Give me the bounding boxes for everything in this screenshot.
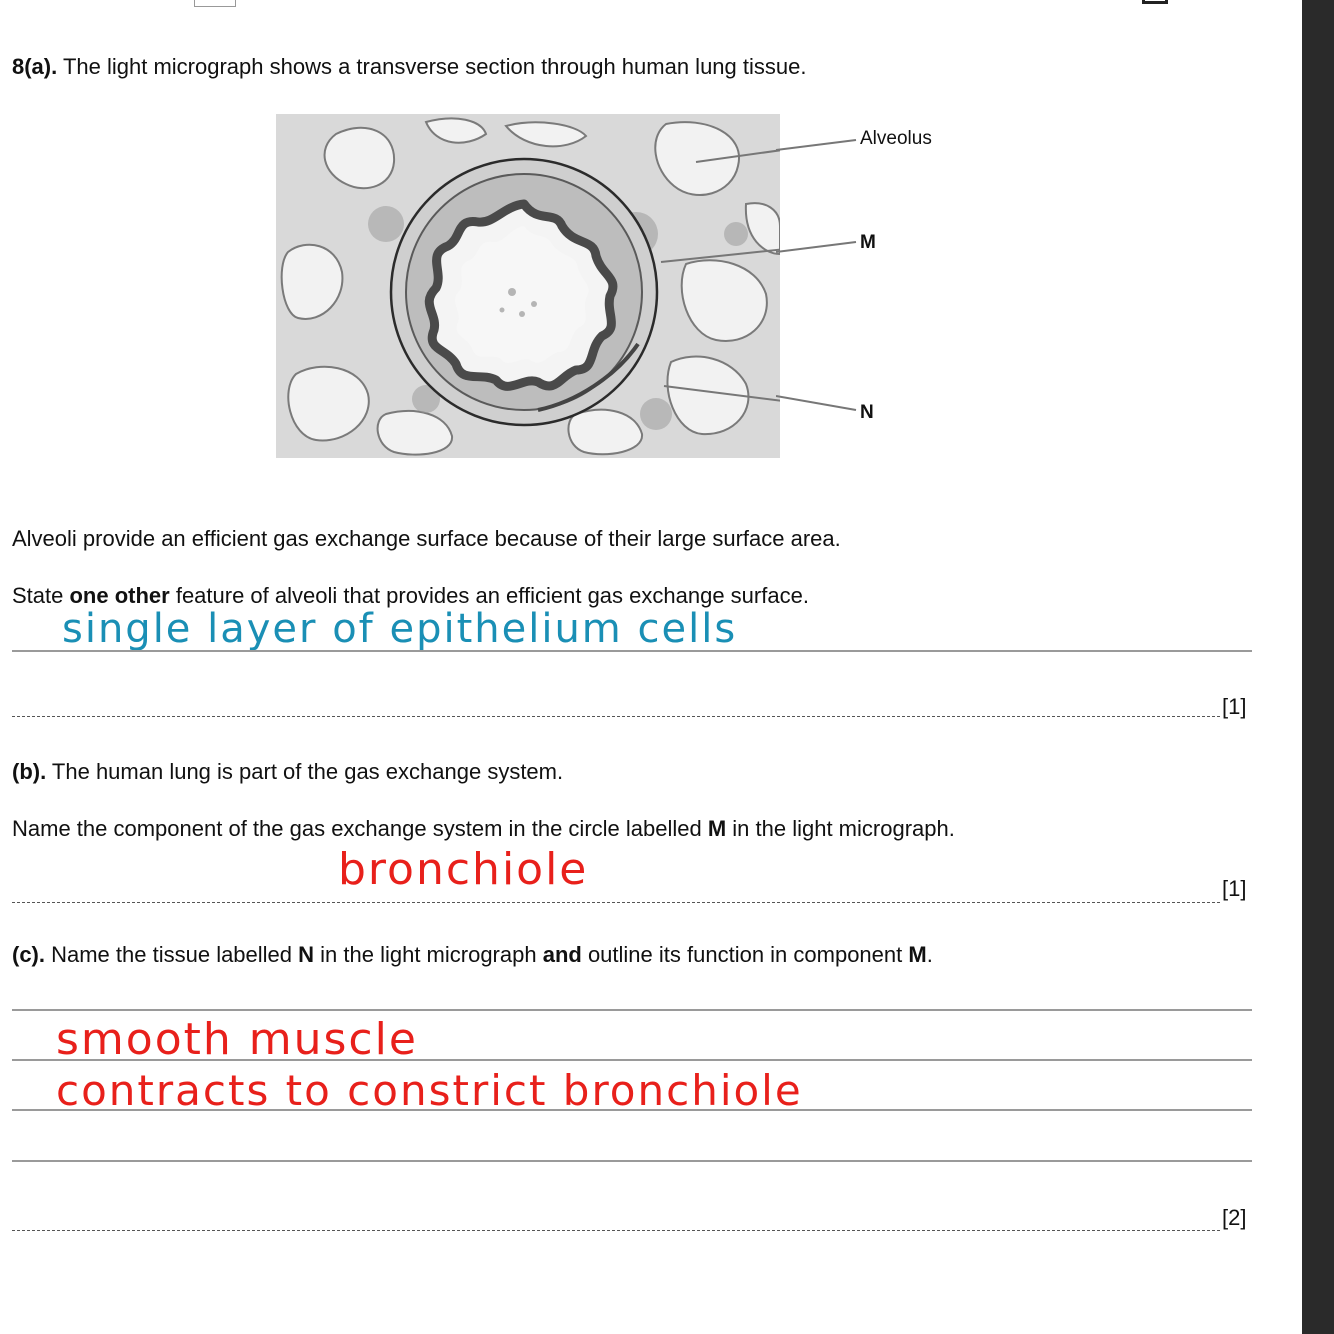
label-n: N xyxy=(860,402,874,423)
label-m: M xyxy=(860,232,876,253)
q8c-answer-line-4 xyxy=(12,1160,1252,1162)
q8c-instruction: (c). Name the tissue labelled N in the light micrograph and outline its function in component M. xyxy=(12,942,933,967)
q8a-answer-line-2 xyxy=(12,716,1220,717)
q8b-answer-line xyxy=(12,902,1220,903)
q8c-answer-line-5 xyxy=(12,1230,1220,1231)
q8c-handwritten-answer-1: smooth muscle xyxy=(56,1014,418,1065)
q8a-number: 8(a). xyxy=(12,54,58,79)
q8b-handwritten-answer: bronchiole xyxy=(338,844,589,895)
window-scrollbar[interactable] xyxy=(1302,0,1334,1334)
label-alveolus: Alveolus xyxy=(860,128,932,149)
q8c-number: (c). xyxy=(12,942,45,967)
q8a-answer-line-1 xyxy=(12,650,1252,652)
q8c-answer-line-2 xyxy=(12,1059,1252,1061)
q8b-number: (b). xyxy=(12,759,47,784)
q8a-statement: Alveoli provide an efficient gas exchange surface because of their large surface area. xyxy=(12,526,841,551)
q8a-marks: [1] xyxy=(1222,694,1247,719)
q8c-handwritten-answer-2: contracts to constrict bronchiole xyxy=(56,1066,803,1115)
q8a-prompt xyxy=(12,54,806,80)
q8c-answer-line-1 xyxy=(12,1009,1252,1011)
q8c-marks: [2] xyxy=(1222,1205,1247,1230)
top-answer-box-edge xyxy=(194,0,236,7)
top-marks-bracket xyxy=(1142,0,1168,4)
q8b-marks: [1] xyxy=(1222,876,1247,901)
leader-lines xyxy=(776,114,866,458)
q8c-answer-line-3 xyxy=(12,1109,1252,1111)
q8a-handwritten-answer: single layer of epithelium cells xyxy=(62,606,738,652)
lung-micrograph xyxy=(276,114,780,458)
q8b-instruction: Name the component of the gas exchange system in the circle labelled M in the light micrograph. xyxy=(12,816,955,841)
q8a-prompt-text: The light micrograph shows a transverse section through human lung tissue. xyxy=(62,54,807,79)
q8b-prompt: (b). The human lung is part of the gas exchange system. xyxy=(12,759,564,784)
q8a-instruction: State one other feature of alveoli that provides an efficient gas exchange surface. xyxy=(12,583,809,608)
